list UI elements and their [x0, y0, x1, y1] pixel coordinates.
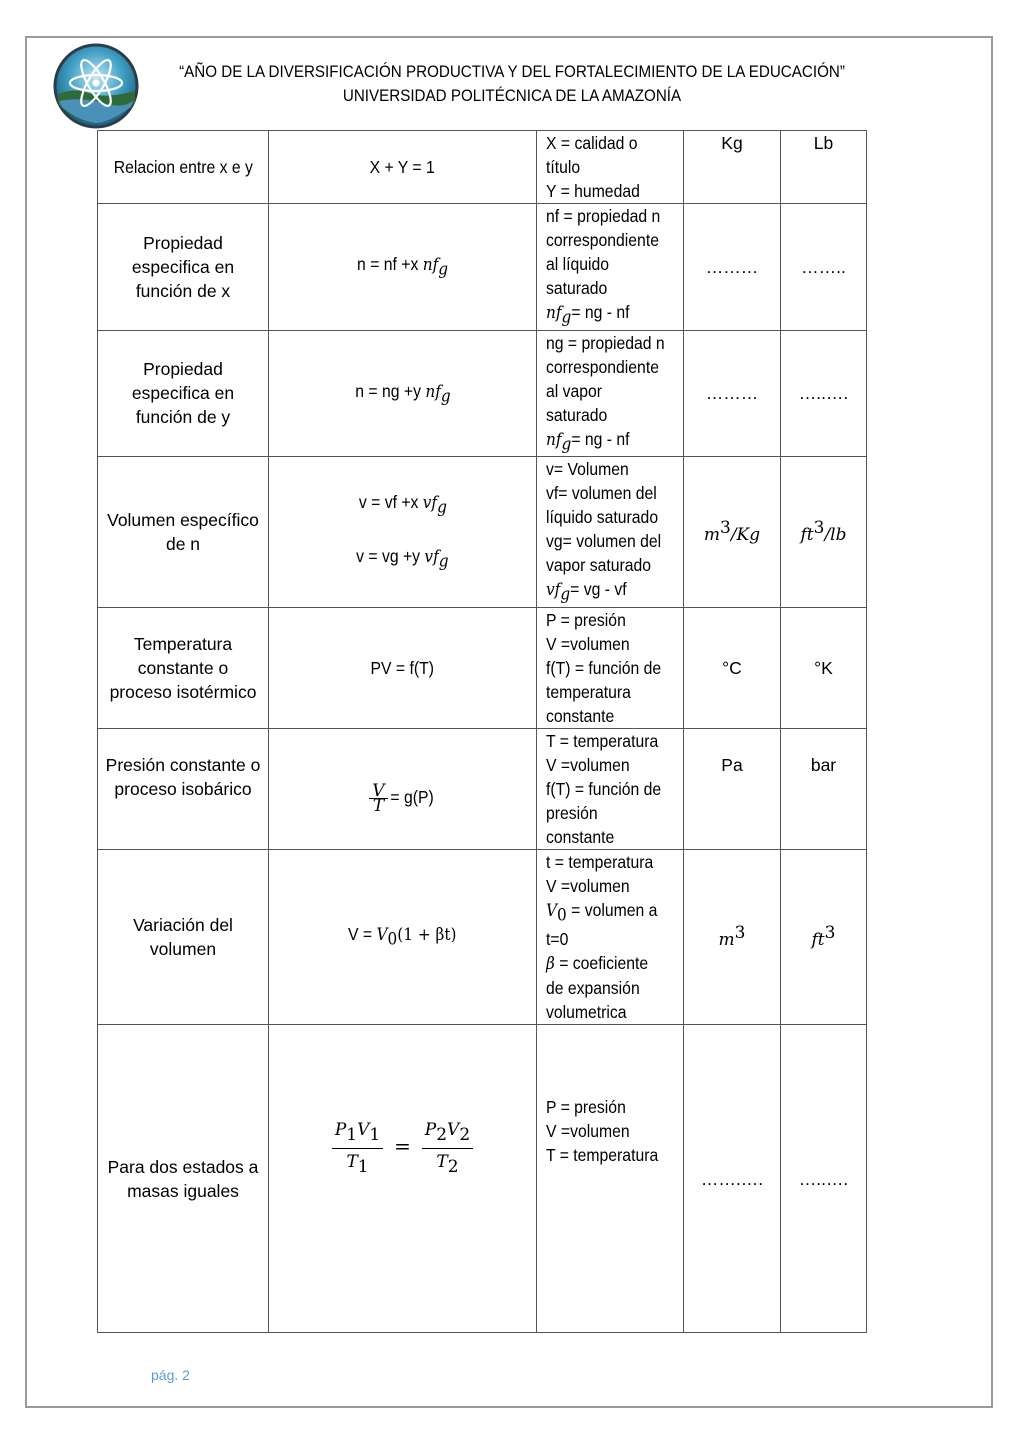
- unit-en-cell: bar: [781, 728, 867, 849]
- concept-cell: Variación del volumen: [98, 849, 269, 1025]
- formula-cell: n = nf +x $nf_g$: [269, 204, 537, 331]
- unit-si-cell: $m^3/Kg$: [684, 457, 781, 608]
- unit-si-cell: ………: [684, 330, 781, 457]
- formula-cell: PV = f(T): [269, 607, 537, 728]
- unit-en-cell: …..….: [781, 330, 867, 457]
- table-row: [98, 204, 867, 331]
- formula-cell: v = vf +x $vf_g$ v = vg +y $vf_g$: [269, 457, 537, 608]
- unit-si-cell: °C: [684, 607, 781, 728]
- variables-cell: P = presión V =volumen f(T) = función de temperatura constante: [537, 607, 684, 728]
- concept-cell: Propiedad especifica en función de x: [98, 204, 269, 331]
- unit-si-cell: Kg: [684, 131, 781, 204]
- unit-en-cell: …..….: [781, 1025, 867, 1333]
- header-line-2: UNIVERSIDAD POLITÉCNICA DE LA AMAZONÍA: [342, 87, 682, 105]
- variables-cell: X = calidad o título Y = humedad: [537, 131, 684, 204]
- table-row: [98, 728, 867, 849]
- concept-cell: Temperatura constante o proceso isotérmico: [98, 607, 269, 728]
- table-row: [98, 607, 867, 728]
- formula-cell: $\frac{P_1V_1}{T_1}$ = $\frac{P_2V_2}{T_2}$: [269, 1025, 537, 1333]
- formula-cell: $\frac{V}{T}$ = g(P): [269, 728, 537, 849]
- formulas-table: [97, 130, 867, 1333]
- variables-cell: v= Volumen vf= volumen del líquido saturado vg= volumen del vapor saturado $vf_g=$ vg - vf: [537, 457, 684, 608]
- table-row: [98, 457, 867, 608]
- variables-cell: ng = propiedad n correspondiente al vapor saturado $nf_g=$ ng - nf: [537, 330, 684, 457]
- unit-si-cell: $m^3$: [684, 849, 781, 1025]
- unit-si-cell: ………: [684, 204, 781, 331]
- variables-cell: T = temperatura V =volumen f(T) = función de presión constante: [537, 728, 684, 849]
- formula-cell: n = ng +y $nf_g$: [269, 330, 537, 457]
- concept-cell: Volumen específico de n: [98, 457, 269, 608]
- table-row: [98, 330, 867, 457]
- unit-si-cell: …….….: [684, 1025, 781, 1333]
- concept-cell: Presión constante o proceso isobárico: [98, 728, 269, 849]
- page-number: pág. 2: [151, 1367, 190, 1383]
- unit-en-cell: Lb: [781, 131, 867, 204]
- table-row: [98, 131, 867, 204]
- concept-cell: Relacion entre x e y: [98, 131, 269, 204]
- table-row: [98, 1025, 867, 1333]
- university-logo: [53, 43, 139, 129]
- formula-cell: $V = V_0(1 + \beta t)$: [269, 849, 537, 1025]
- concept-cell: Para dos estados a masas iguales: [98, 1025, 269, 1333]
- unit-en-cell: ……..: [781, 204, 867, 331]
- table-row: [98, 849, 867, 1025]
- concept-cell: Propiedad especifica en función de y: [98, 330, 269, 457]
- document-header: [179, 60, 845, 108]
- unit-en-cell: $ft^3$: [781, 849, 867, 1025]
- header-line-1: “AÑO DE LA DIVERSIFICACIÓN PRODUCTIVA Y DEL FORTALECIMIENTO DE LA EDUCACIÓN”: [179, 63, 845, 81]
- variables-cell: t = temperatura V =volumen $V_0$ = volumen a t=0 β = coeficiente de expansión volumetrica: [537, 849, 684, 1025]
- formula-cell: X + Y = 1: [269, 131, 537, 204]
- unit-en-cell: °K: [781, 607, 867, 728]
- unit-si-cell: Pa: [684, 728, 781, 849]
- unit-en-cell: $ft^3/lb$: [781, 457, 867, 608]
- variables-cell: nf = propiedad n correspondiente al líquido saturado $nf_g=$ ng - nf: [537, 204, 684, 331]
- variables-cell: P = presión V =volumen T = temperatura: [537, 1025, 684, 1333]
